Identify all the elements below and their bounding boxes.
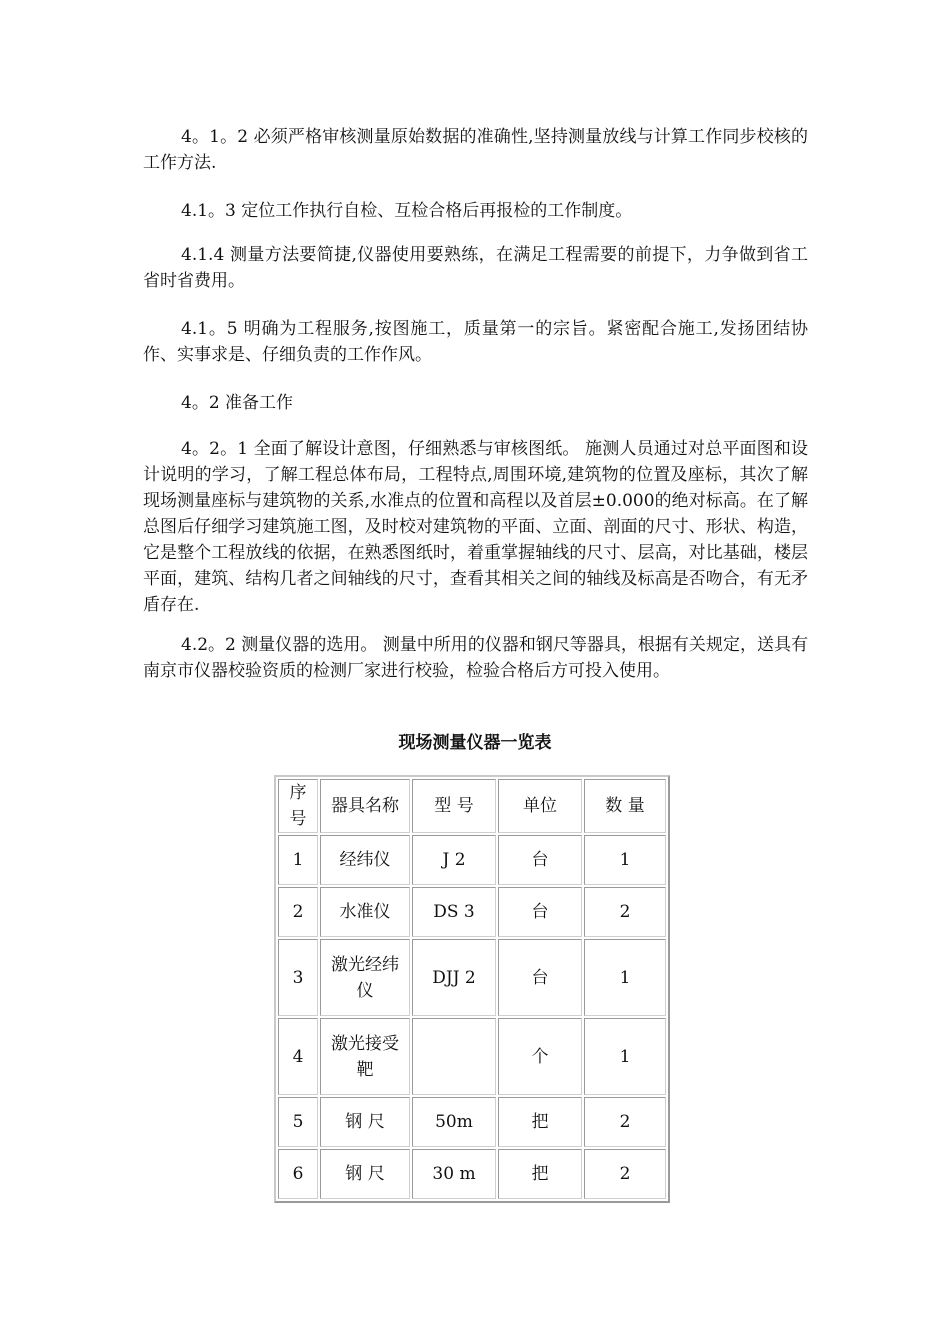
- table-row: [278, 835, 666, 885]
- cell-unit: 台: [498, 887, 582, 937]
- section-heading-4-2: 4。2 准备工作: [181, 393, 294, 413]
- cell-name: 激光经纬仪: [320, 939, 410, 1016]
- cell-unit: 台: [498, 835, 582, 885]
- cell-unit: 把: [498, 1097, 582, 1147]
- header-cell-name: 器具名称: [320, 779, 410, 833]
- cell-quantity: 1: [584, 939, 666, 1016]
- cell-model: DJJ 2: [412, 939, 496, 1016]
- cell-quantity: 1: [584, 1018, 666, 1095]
- cell-name: 水准仪: [320, 887, 410, 937]
- cell-model: 50m: [412, 1097, 496, 1147]
- paragraph-4-1-5: 4.1。5 明确为工程服务,按图施工，质量第一的宗旨。紧密配合施工,发扬团结协作、实事求是、仔细负责的工作作风。: [143, 319, 808, 365]
- table-row: [278, 1149, 666, 1199]
- header-cell-unit: 单位: [498, 779, 582, 833]
- cell-quantity: 2: [584, 887, 666, 937]
- cell-unit: 个: [498, 1018, 582, 1095]
- paragraph-4-2-2: 4.2。2 测量仪器的选用。 测量中所用的仪器和钢尺等器具，根据有关规定，送具有南京市仪器校验资质的检测厂家进行校验，检验合格后方可投入使用。: [143, 635, 808, 681]
- header-cell-index: 序号: [278, 779, 318, 833]
- cell-model: DS 3: [412, 887, 496, 937]
- header-cell-model: 型 号: [412, 779, 496, 833]
- cell-unit: 把: [498, 1149, 582, 1199]
- cell-model: J 2: [412, 835, 496, 885]
- cell-name: 激光接受靶: [320, 1018, 410, 1095]
- paragraph-4-1-3: 4.1。3 定位工作执行自检、互检合格后再报检的工作制度。: [181, 201, 633, 221]
- cell-model: [412, 1018, 496, 1095]
- cell-quantity: 2: [584, 1097, 666, 1147]
- cell-name: 钢 尺: [320, 1149, 410, 1199]
- table-row: [278, 887, 666, 937]
- paragraph-4-1-2: 4。1。2 必须严格审核测量原始数据的准确性,坚持测量放线与计算工作同步校核的工作方法.: [143, 127, 808, 173]
- cell-quantity: 1: [584, 835, 666, 885]
- cell-model: 30 m: [412, 1149, 496, 1199]
- header-cell-quantity: 数 量: [584, 779, 666, 833]
- cell-unit: 台: [498, 939, 582, 1016]
- table-row: [278, 1018, 666, 1095]
- paragraph-4-2-1: 4。2。1 全面了解设计意图，仔细熟悉与审核图纸。 施测人员通过对总平面图和设计说明的学习，了解工程总体布局，工程特点,周围环境,建筑物的位置及座标，其次了解现场测量座标与建筑物的关系,水准点的位置和高程以及首层±0.000的绝对标高。在了解总图后仔细学习建筑施工图，及时校对建筑物的平面、立面、剖面的尺寸、形状、构造，它是整个工程放线的依据，在熟悉图纸时，着重掌握轴线的尺寸、层高，对比基础，楼层平面，建筑、结构几者之间轴线的尺寸，查看其相关之间的轴线及标高是否吻合，有无矛盾存在.: [143, 439, 808, 615]
- cell-index: 6: [278, 1149, 318, 1199]
- cell-index: 4: [278, 1018, 318, 1095]
- cell-index: 2: [278, 887, 318, 937]
- cell-quantity: 2: [584, 1149, 666, 1199]
- instrument-table: [274, 775, 670, 1203]
- table-title: 现场测量仪器一览表: [398, 733, 552, 753]
- table-row: [278, 1097, 666, 1147]
- cell-name: 经纬仪: [320, 835, 410, 885]
- cell-index: 5: [278, 1097, 318, 1147]
- cell-name: 钢 尺: [320, 1097, 410, 1147]
- table-header-row: [278, 779, 666, 833]
- cell-index: 3: [278, 939, 318, 1016]
- paragraph-4-1-4: 4.1.4 测量方法要简捷,仪器使用要熟练，在满足工程需要的前提下，力争做到省工省时省费用。: [143, 245, 808, 291]
- cell-index: 1: [278, 835, 318, 885]
- table-row: [278, 939, 666, 1016]
